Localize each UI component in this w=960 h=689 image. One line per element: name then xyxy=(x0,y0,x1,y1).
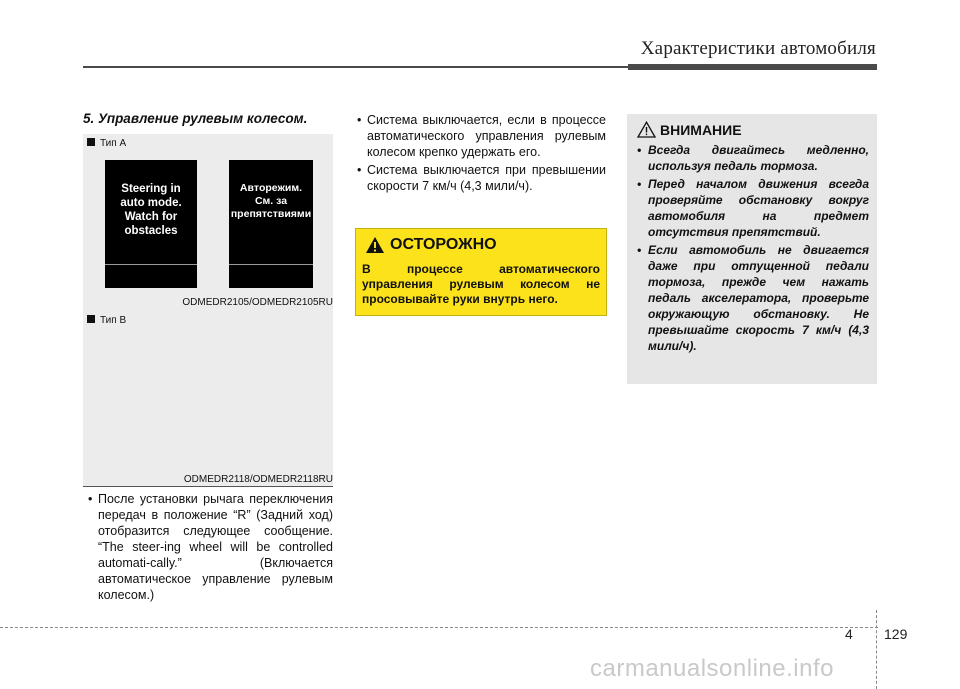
figure-a-label: Тип A xyxy=(87,138,126,149)
section-heading: 5. Управление рулевым колесом. xyxy=(83,111,308,126)
screen-divider xyxy=(105,264,197,265)
bullet-item: • Система выключается при превышении скорости 7 км/ч (4,3 мили/ч). xyxy=(357,162,606,194)
screen-message-english: Steering in auto mode. Watch for obstacles xyxy=(120,183,182,237)
warning-list xyxy=(637,142,869,356)
figure-type-a xyxy=(83,134,333,316)
page-number: 129 xyxy=(884,626,908,642)
figure-type-b xyxy=(83,310,333,486)
display-screen-russian xyxy=(229,160,313,288)
header-rule xyxy=(83,66,628,68)
footer-dashed-line xyxy=(0,627,878,628)
figure-b-label: Тип B xyxy=(87,315,126,326)
caution-text: В процессе автоматического управления рулевым колесом не просовывайте руки внутрь него. xyxy=(362,262,600,306)
footer-vertical-dashed-line xyxy=(876,610,877,689)
warning-item: • Перед началом движения всегда проверяйте обстановку вокруг автомобиля на предмет отсутствия препятствий. xyxy=(637,176,869,240)
page-header-title: Характеристики автомобиля xyxy=(640,38,876,59)
figure-a-code: ODMEDR2105/ODMEDR2105RU xyxy=(182,297,333,308)
warning-title: ВНИМАНИЕ xyxy=(660,122,742,138)
square-bullet-icon xyxy=(87,315,95,323)
display-screen-english xyxy=(105,160,197,288)
figure-divider xyxy=(83,486,333,487)
header-rule-bold xyxy=(628,64,877,70)
left-column-text xyxy=(88,491,333,605)
chapter-number: 4 xyxy=(845,626,853,642)
screen-divider xyxy=(229,264,313,265)
warning-item: • Если автомобиль не двигается даже при отпущенной педали тормоза, прежде чем нажать педаль акселератора, проверьте окружающую обстановку. Не превышайте скорость 7 км/ч (4,3 мили/ч). xyxy=(637,242,869,354)
bullet-item: • После установки рычага переключения передач в положение “R” (Задний ход) отобразится следующее сообщение. “The steer-ing wheel will be controlled automati-cally.” (Включается автоматическое управление рулевым колесом.) xyxy=(88,491,333,603)
warning-item: • Всегда двигайтесь медленно, используя педаль тормоза. xyxy=(637,142,869,174)
warning-triangle-outline-icon xyxy=(637,121,656,138)
figure-b-code: ODMEDR2118/ODMEDR2118RU xyxy=(183,474,333,485)
watermark: carmanualsonline.info xyxy=(590,655,834,682)
screen-message-russian: Автoрежим. См. за препятствиями xyxy=(230,182,312,220)
caution-title: ОСТОРОЖНО xyxy=(390,236,497,253)
middle-column-text xyxy=(357,112,606,196)
square-bullet-icon xyxy=(87,138,95,146)
warning-triangle-icon xyxy=(365,236,385,254)
bullet-item: • Система выключается, если в процессе автоматического управления рулевым колесом крепко удержать его. xyxy=(357,112,606,160)
